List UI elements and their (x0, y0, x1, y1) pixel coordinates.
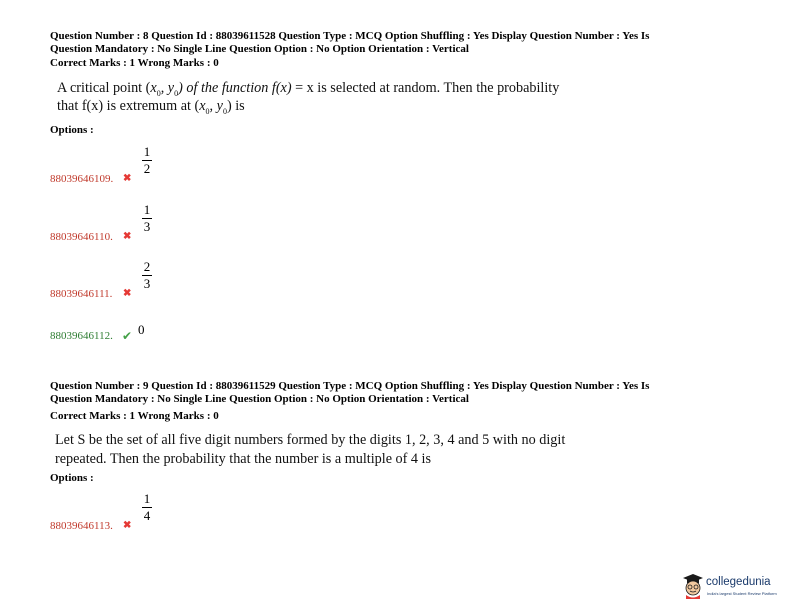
logo-name: collegedunia (706, 576, 771, 588)
fraction-value: 1 2 (143, 144, 151, 176)
option-id: 88039646113. (50, 520, 113, 532)
wrong-mark-icon: ✖ (123, 288, 132, 299)
option-id: 88039646110. (50, 231, 113, 243)
option-id: 88039646112. (50, 330, 113, 342)
q8-meta-line1: Question Number : 8 Question Id : 88039611528 Question Type : MCQ Option Shuffling : Yes Display Question Number : Yes Is (50, 30, 650, 42)
wrong-mark-icon: ✖ (123, 231, 132, 242)
q9-question-line2: repeated. Then the probability that the number is a multiple of 4 is (55, 451, 432, 467)
correct-check-icon: ✔ (122, 329, 133, 343)
q9-question-line1: Let S be the set of all five digit numbers formed by the digits 1, 2, 3, 4 and 5 with no digit (55, 432, 566, 448)
graduate-face-icon (682, 573, 704, 599)
q9-meta-line2: Question Mandatory : No Single Line Question Option : No Option Orientation : Vertical (50, 393, 469, 405)
option-id: 88039646109. (50, 173, 114, 185)
option-88039646113 (50, 492, 350, 532)
logo-tagline: India's largest Student Review Platform (707, 591, 777, 596)
fraction-value: 2 3 (143, 259, 151, 291)
option-88039646109 (50, 145, 350, 185)
collegedunia-logo (682, 573, 782, 603)
q9-options-label: Options : (50, 472, 94, 484)
q8-question-line1: A critical point ($x_0$, $y_0$) of the function f(x) = x is selected at random. Then the probability (57, 80, 560, 98)
option-88039646112 (50, 302, 350, 342)
fraction-value: 1 3 (143, 202, 151, 234)
wrong-mark-icon: ✖ (123, 173, 132, 184)
q8-question-line2: that f(x) is extremum at ($x_0$, $y_0$) is (57, 98, 245, 116)
q9-meta-line1: Question Number : 9 Question Id : 88039611529 Question Type : MCQ Option Shuffling : Yes Display Question Number : Yes Is (50, 380, 650, 392)
option-value: 0 (138, 322, 145, 337)
option-id: 88039646111. (50, 288, 113, 300)
q8-options-label: Options : (50, 124, 94, 136)
q8-marks: Correct Marks : 1 Wrong Marks : 0 (50, 57, 219, 69)
q9-marks: Correct Marks : 1 Wrong Marks : 0 (50, 410, 219, 422)
q8-meta-line2: Question Mandatory : No Single Line Question Option : No Option Orientation : Vertical (50, 43, 469, 55)
fraction-value: 1 4 (143, 491, 151, 523)
wrong-mark-icon: ✖ (123, 520, 132, 531)
option-88039646110 (50, 203, 350, 243)
option-88039646111 (50, 260, 350, 300)
